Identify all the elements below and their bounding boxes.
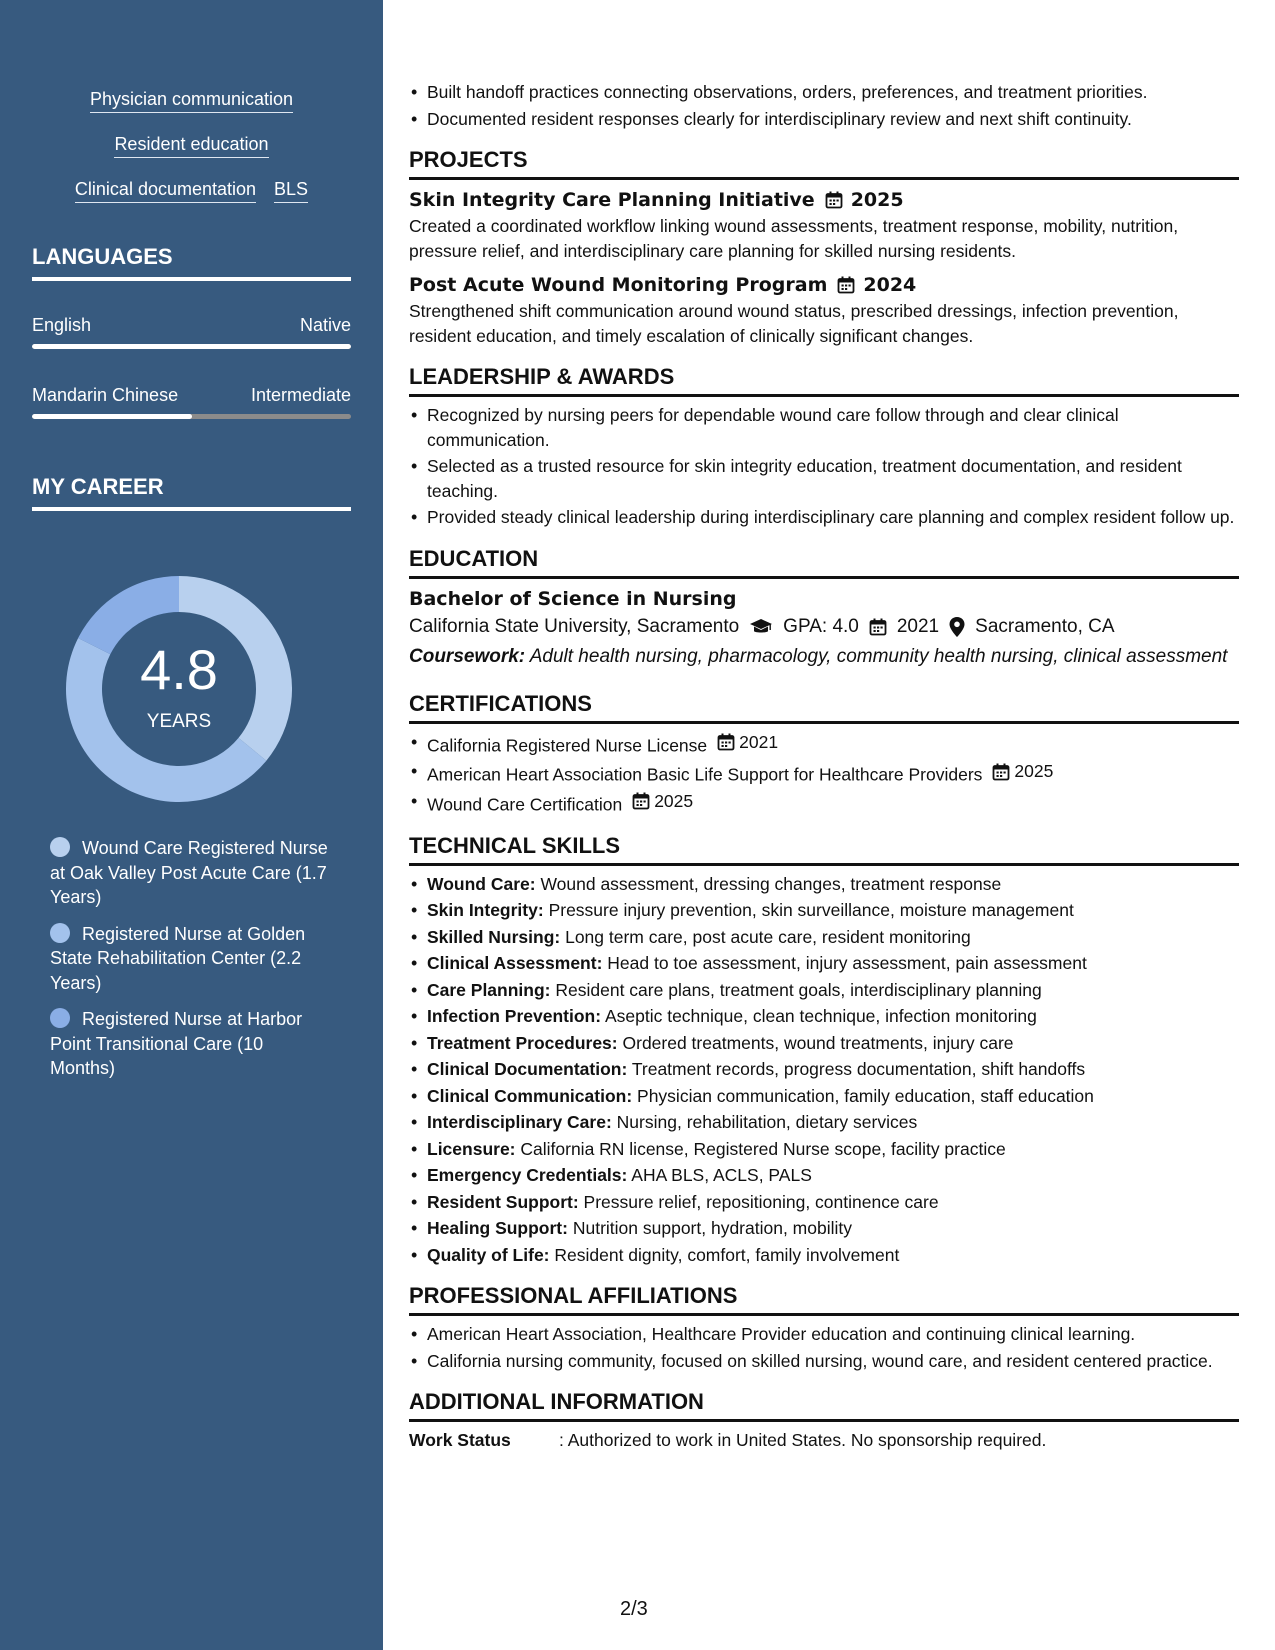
technical-skill-item bbox=[409, 1137, 1239, 1162]
affiliations-list bbox=[409, 1322, 1239, 1373]
skill-category: Quality of Life: bbox=[427, 1244, 550, 1265]
education-details bbox=[409, 613, 1239, 641]
skill-category: Emergency Credentials: bbox=[427, 1165, 628, 1186]
skill-details: Nursing, rehabilitation, dietary services bbox=[616, 1112, 918, 1133]
technical-skill-item bbox=[409, 1031, 1239, 1056]
language-item bbox=[32, 384, 351, 419]
skill-details: Pressure injury prevention, skin surveillance, moisture management bbox=[548, 900, 1074, 921]
certification-item bbox=[409, 759, 1239, 787]
skill-row bbox=[32, 178, 351, 203]
technical-skill-item bbox=[409, 1110, 1239, 1135]
certification-year: 2025 bbox=[1014, 761, 1054, 782]
career-unit-label: YEARS bbox=[146, 711, 212, 732]
language-row bbox=[32, 314, 351, 336]
certification-date bbox=[717, 730, 778, 755]
skill-tag: Resident education bbox=[114, 133, 268, 158]
language-name: Mandarin Chinese bbox=[32, 385, 179, 405]
experience-bullets bbox=[409, 80, 1239, 131]
calendar-icon bbox=[717, 733, 735, 751]
calendar-icon bbox=[837, 276, 855, 294]
skill-details: Pressure relief, repositioning, continence care bbox=[583, 1191, 939, 1212]
education-entry bbox=[409, 585, 1239, 669]
skill-details: Treatment records, progress documentation, shift handoffs bbox=[631, 1059, 1086, 1080]
skill-category: Treatment Procedures: bbox=[427, 1032, 618, 1053]
school-location: Sacramento, CA bbox=[975, 615, 1115, 637]
technical-skill-item bbox=[409, 1004, 1239, 1029]
leadership-list bbox=[409, 403, 1239, 530]
skill-tag: Clinical documentation bbox=[75, 178, 256, 203]
project-date bbox=[837, 271, 916, 299]
skill-details: Long term care, post acute care, resident monitoring bbox=[565, 926, 971, 947]
affiliation-bullet: • American Heart Association, Healthcare Provider education and continuing clinical learning. bbox=[409, 1322, 1239, 1347]
technical-skill-item bbox=[409, 1084, 1239, 1109]
leadership-bullet: • Recognized by nursing peers for dependable wound care follow through and clear clinical communication. bbox=[409, 403, 1239, 452]
affiliations-heading: PROFESSIONAL AFFILIATIONS bbox=[409, 1283, 1239, 1316]
technical-skill-item bbox=[409, 872, 1239, 897]
career-entry-text: Registered Nurse at Golden State Rehabilitation Center (2.2 Years) bbox=[50, 923, 306, 993]
project-year: 2024 bbox=[863, 274, 917, 296]
technical-skills-list bbox=[409, 872, 1239, 1268]
skill-category: Wound Care: bbox=[427, 873, 536, 894]
skill-category: Interdisciplinary Care: bbox=[427, 1112, 612, 1133]
certification-name: California Registered Nurse License bbox=[427, 734, 708, 755]
skill-tags bbox=[32, 88, 351, 223]
legend-dot bbox=[50, 837, 70, 857]
graduation-cap-icon bbox=[749, 618, 773, 636]
skill-category: Skin Integrity: bbox=[427, 900, 544, 921]
career-legend bbox=[50, 836, 330, 1093]
project-description: Strengthened shift communication around wound status, prescribed dressings, infection prevention, resident education, and timely escalation of clinically significant changes. bbox=[409, 301, 1179, 346]
calendar-icon bbox=[825, 191, 843, 209]
skill-category: Resident Support: bbox=[427, 1191, 579, 1212]
skill-row bbox=[32, 133, 351, 158]
certification-date bbox=[632, 789, 693, 814]
skill-category: Infection Prevention: bbox=[427, 1006, 602, 1027]
technical-skill-item bbox=[409, 1243, 1239, 1268]
additional-info-heading: ADDITIONAL INFORMATION bbox=[409, 1389, 1239, 1422]
certification-name: Wound Care Certification bbox=[427, 794, 623, 815]
technical-skill-item bbox=[409, 1216, 1239, 1241]
coursework-label: Coursework: bbox=[409, 645, 526, 667]
certification-item bbox=[409, 730, 1239, 758]
career-entry-text: Wound Care Registered Nurse at Oak Valley Post Acute Care (1.7 Years) bbox=[50, 838, 328, 907]
skill-details: Physician communication, family education, staff education bbox=[637, 1085, 1094, 1106]
skill-details: California RN license, Registered Nurse scope, facility practice bbox=[520, 1138, 1006, 1159]
leadership-bullet: • Selected as a trusted resource for skin integrity education, treatment documentation, and resident teaching. bbox=[409, 454, 1239, 503]
school-name: California State University, Sacramento bbox=[409, 615, 740, 637]
calendar-icon bbox=[869, 618, 887, 636]
legend-dot bbox=[50, 1008, 70, 1028]
location-pin-icon bbox=[949, 617, 965, 637]
skill-category: Clinical Assessment: bbox=[427, 953, 603, 974]
certification-name: American Heart Association Basic Life Support for Healthcare Providers bbox=[427, 764, 983, 785]
page-number: 2/3 bbox=[620, 1598, 648, 1620]
career-total-years: 4.8 bbox=[140, 638, 218, 701]
sidebar bbox=[0, 0, 383, 1650]
certification-year: 2021 bbox=[739, 731, 779, 752]
project-description: Created a coordinated workflow linking wound assessments, treatment response, mobility, nutrition, pressure relief, and interdisciplinary care planning for skilled nursing residents. bbox=[409, 216, 1179, 261]
skill-category: Skilled Nursing: bbox=[427, 926, 561, 947]
technical-skill-item bbox=[409, 898, 1239, 923]
skill-details: Aseptic technique, clean technique, infection monitoring bbox=[604, 1006, 1037, 1027]
language-bar bbox=[32, 414, 351, 419]
technical-skill-item bbox=[409, 1057, 1239, 1082]
skill-details: Resident dignity, comfort, family involvement bbox=[554, 1244, 900, 1265]
language-item bbox=[32, 314, 351, 349]
experience-bullet: • Documented resident responses clearly for interdisciplinary review and next shift continuity. bbox=[409, 107, 1239, 132]
additional-info bbox=[409, 1428, 1239, 1452]
education-heading: EDUCATION bbox=[409, 546, 1239, 579]
projects-list bbox=[409, 186, 1239, 348]
language-level: Native bbox=[299, 315, 351, 335]
gpa: GPA: 4.0 bbox=[783, 615, 859, 637]
certifications-list bbox=[409, 730, 1239, 817]
technical-skill-item bbox=[409, 1163, 1239, 1188]
projects-heading: PROJECTS bbox=[409, 147, 1239, 180]
certification-item bbox=[409, 789, 1239, 817]
project-year: 2025 bbox=[850, 189, 904, 211]
career-legend-item bbox=[50, 922, 330, 996]
skill-category: Clinical Communication: bbox=[427, 1085, 633, 1106]
main-content bbox=[409, 80, 1239, 1452]
technical-skill-item bbox=[409, 1190, 1239, 1215]
project-title: Post Acute Wound Monitoring Program bbox=[409, 274, 828, 296]
skill-details: Resident care plans, treatment goals, interdisciplinary planning bbox=[555, 979, 1042, 1000]
certifications-heading: CERTIFICATIONS bbox=[409, 691, 1239, 724]
project-title: Skin Integrity Care Planning Initiative bbox=[409, 189, 815, 211]
language-row bbox=[32, 384, 351, 406]
career-donut-chart bbox=[66, 576, 292, 802]
experience-bullet: • Built handoff practices connecting observations, orders, preferences, and treatment priorities. bbox=[409, 80, 1239, 105]
language-level: Intermediate bbox=[250, 385, 351, 405]
graduation-year: 2021 bbox=[896, 615, 940, 637]
legend-dot bbox=[50, 923, 70, 943]
technical-skills-heading: TECHNICAL SKILLS bbox=[409, 833, 1239, 866]
technical-skill-item bbox=[409, 978, 1239, 1003]
language-bar bbox=[32, 344, 351, 349]
skill-details: AHA BLS, ACLS, PALS bbox=[631, 1165, 812, 1186]
technical-skill-item bbox=[409, 925, 1239, 950]
skill-category: Licensure: bbox=[427, 1138, 516, 1159]
project-title-row bbox=[409, 271, 1239, 299]
career-legend-item bbox=[50, 836, 330, 910]
skill-category: Care Planning: bbox=[427, 979, 551, 1000]
additional-info-row bbox=[409, 1428, 1239, 1452]
degree-title: Bachelor of Science in Nursing bbox=[409, 587, 737, 610]
language-name: English bbox=[32, 315, 92, 335]
skill-details: Wound assessment, dressing changes, treatment response bbox=[540, 873, 1002, 894]
technical-skill-item bbox=[409, 951, 1239, 976]
languages-heading: LANGUAGES bbox=[32, 244, 351, 281]
skill-category: Clinical Documentation: bbox=[427, 1059, 628, 1080]
certification-year: 2025 bbox=[654, 791, 694, 811]
certification-date bbox=[992, 759, 1053, 784]
leadership-bullet: • Provided steady clinical leadership during interdisciplinary care planning and complex resident follow up. bbox=[409, 505, 1239, 530]
career-entry-text: Registered Nurse at Harbor Point Transitional Care (10 Months) bbox=[50, 1009, 303, 1078]
skill-tag: Physician communication bbox=[90, 88, 293, 113]
skill-details: Head to toe assessment, injury assessment, pain assessment bbox=[607, 953, 1087, 974]
skill-tag: BLS bbox=[274, 178, 308, 203]
coursework bbox=[409, 645, 1239, 669]
calendar-icon bbox=[632, 792, 650, 810]
career-heading: MY CAREER bbox=[32, 474, 351, 511]
language-bar-fill bbox=[32, 344, 351, 349]
additional-info-value: : Authorized to work in United States. No sponsorship required. bbox=[559, 1430, 1047, 1451]
leadership-heading: LEADERSHIP & AWARDS bbox=[409, 364, 1239, 397]
project-title-row bbox=[409, 186, 1239, 214]
additional-info-label: Work Status bbox=[409, 1430, 511, 1451]
calendar-icon bbox=[992, 763, 1010, 781]
coursework-text: Adult health nursing, pharmacology, community health nursing, clinical assessment bbox=[529, 645, 1228, 667]
skill-category: Healing Support: bbox=[427, 1218, 568, 1239]
affiliation-bullet: • California nursing community, focused on skilled nursing, wound care, and resident centered practice. bbox=[409, 1349, 1239, 1374]
skill-details: Ordered treatments, wound treatments, injury care bbox=[622, 1032, 1014, 1053]
project-date bbox=[825, 186, 904, 214]
skill-details: Nutrition support, hydration, mobility bbox=[572, 1218, 852, 1239]
language-bar-fill bbox=[32, 414, 192, 419]
skill-row bbox=[32, 88, 351, 113]
career-legend-item bbox=[50, 1007, 330, 1081]
